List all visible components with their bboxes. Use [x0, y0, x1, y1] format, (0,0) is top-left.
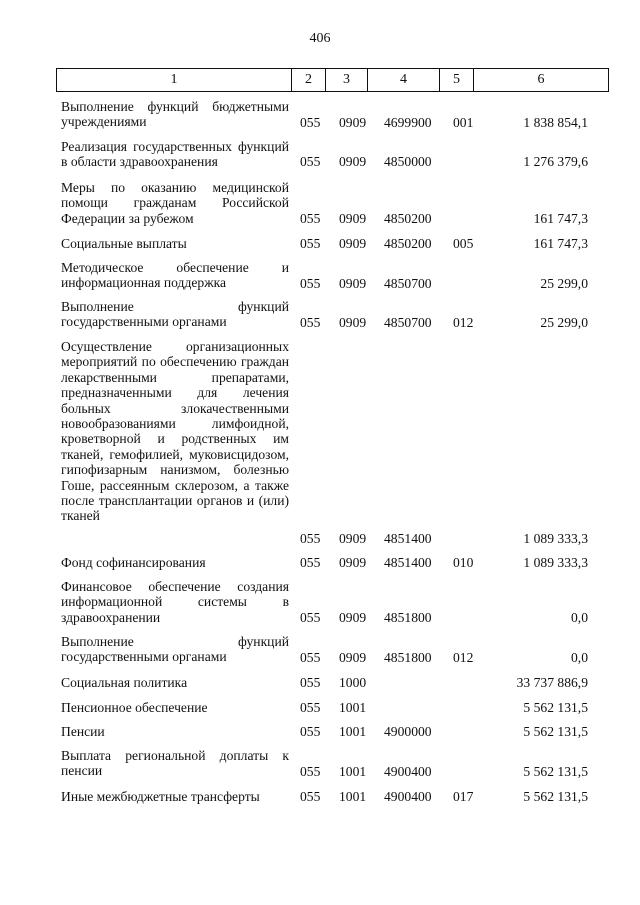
row-amount: 5 562 131,5: [523, 764, 588, 779]
row-description: Выполнение функций государственными органами: [61, 299, 289, 330]
row-amount: 5 562 131,5: [523, 700, 588, 715]
row-description: Меры по оказанию медицинской помощи гражданам Российской Федерации за рубежом: [61, 180, 289, 226]
row-description: Пенсионное обеспечение: [61, 700, 208, 715]
row-target-code: 4900400: [384, 764, 432, 779]
row-target-code: 4850700: [384, 276, 432, 291]
row-ministry-code: 055: [300, 115, 321, 130]
row-description: Выплата региональной доплаты к пенсии: [61, 748, 289, 779]
row-amount: 0,0: [571, 650, 588, 665]
row-target-code: 4850700: [384, 315, 432, 330]
row-amount: 25 299,0: [540, 315, 588, 330]
row-expense-type: 001: [453, 115, 474, 130]
row-target-code: 4851800: [384, 610, 432, 625]
row-amount: 25 299,0: [540, 276, 588, 291]
row-ministry-code: 055: [300, 154, 321, 169]
row-section-code: 0909: [339, 315, 367, 330]
row-section-code: 0909: [339, 236, 367, 251]
row-ministry-code: 055: [300, 700, 321, 715]
row-expense-type: 017: [453, 789, 474, 804]
row-ministry-code: 055: [300, 650, 321, 665]
row-description: Иные межбюджетные трансферты: [61, 789, 260, 804]
row-ministry-code: 055: [300, 724, 321, 739]
header-col-5: 5: [440, 69, 474, 92]
row-amount: 161 747,3: [533, 211, 588, 226]
row-target-code: 4900000: [384, 724, 432, 739]
row-expense-type: 010: [453, 555, 474, 570]
row-expense-type: 005: [453, 236, 474, 251]
header-col-1: 1: [57, 69, 292, 92]
row-amount: 161 747,3: [533, 236, 588, 251]
header-col-3: 3: [326, 69, 368, 92]
row-ministry-code: 055: [300, 236, 321, 251]
row-section-code: 0909: [339, 211, 367, 226]
row-description: Социальные выплаты: [61, 236, 187, 251]
row-ministry-code: 055: [300, 211, 321, 226]
page-number: 406: [309, 31, 331, 46]
row-target-code: 4850200: [384, 236, 432, 251]
row-amount: 5 562 131,5: [523, 724, 588, 739]
row-section-code: 0909: [339, 610, 367, 625]
row-ministry-code: 055: [300, 610, 321, 625]
header-col-4: 4: [368, 69, 440, 92]
row-amount: 0,0: [571, 610, 588, 625]
row-amount: 1 089 333,3: [523, 555, 588, 570]
row-description: Осуществление организационных мероприятий по обеспечению граждан лекарственными препаратами, предназначенными для лечения больных злокачественными новообразованиями лимфоидной, кроветворной и родственных им тканей, гемофилией, муковисцидозом, гипофизарным нанизмом, болезнью Гоше, рассеянным склерозом, а также после трансплантации органов и (или) тканей: [61, 339, 289, 524]
row-section-code: 1001: [339, 764, 367, 779]
row-target-code: 4850200: [384, 211, 432, 226]
row-section-code: 0909: [339, 115, 367, 130]
row-amount: 33 737 886,9: [516, 675, 588, 690]
row-section-code: 0909: [339, 276, 367, 291]
row-description: Пенсии: [61, 724, 105, 739]
row-target-code: 4900400: [384, 789, 432, 804]
row-ministry-code: 055: [300, 315, 321, 330]
row-description: Фонд софинансирования: [61, 555, 206, 570]
row-description: Социальная политика: [61, 675, 188, 690]
row-ministry-code: 055: [300, 675, 321, 690]
row-ministry-code: 055: [300, 276, 321, 291]
row-amount: 1 089 333,3: [523, 531, 588, 546]
row-amount: 1 276 379,6: [523, 154, 588, 169]
row-target-code: 4699900: [384, 115, 432, 130]
header-col-6: 6: [474, 69, 609, 92]
row-section-code: 0909: [339, 650, 367, 665]
row-description: Финансовое обеспечение создания информационной системы в здравоохранении: [61, 579, 289, 625]
row-expense-type: 012: [453, 650, 474, 665]
row-description: Реализация государственных функций в области здравоохранения: [61, 139, 289, 170]
row-target-code: 4850000: [384, 154, 432, 169]
row-description: Выполнение функций государственными органами: [61, 634, 289, 665]
row-ministry-code: 055: [300, 531, 321, 546]
row-expense-type: 012: [453, 315, 474, 330]
row-ministry-code: 055: [300, 789, 321, 804]
row-section-code: 0909: [339, 154, 367, 169]
row-amount: 5 562 131,5: [523, 789, 588, 804]
row-section-code: 1001: [339, 789, 367, 804]
header-col-2: 2: [292, 69, 326, 92]
row-ministry-code: 055: [300, 764, 321, 779]
row-section-code: 1001: [339, 724, 367, 739]
row-section-code: 0909: [339, 531, 367, 546]
row-section-code: 1001: [339, 700, 367, 715]
row-section-code: 0909: [339, 555, 367, 570]
row-target-code: 4851400: [384, 555, 432, 570]
row-ministry-code: 055: [300, 555, 321, 570]
row-target-code: 4851400: [384, 531, 432, 546]
row-description: Выполнение функций бюджетными учреждениями: [61, 99, 289, 130]
row-target-code: 4851800: [384, 650, 432, 665]
row-description: Методическое обеспечение и информационная поддержка: [61, 260, 289, 291]
row-section-code: 1000: [339, 675, 367, 690]
row-amount: 1 838 854,1: [523, 115, 588, 130]
